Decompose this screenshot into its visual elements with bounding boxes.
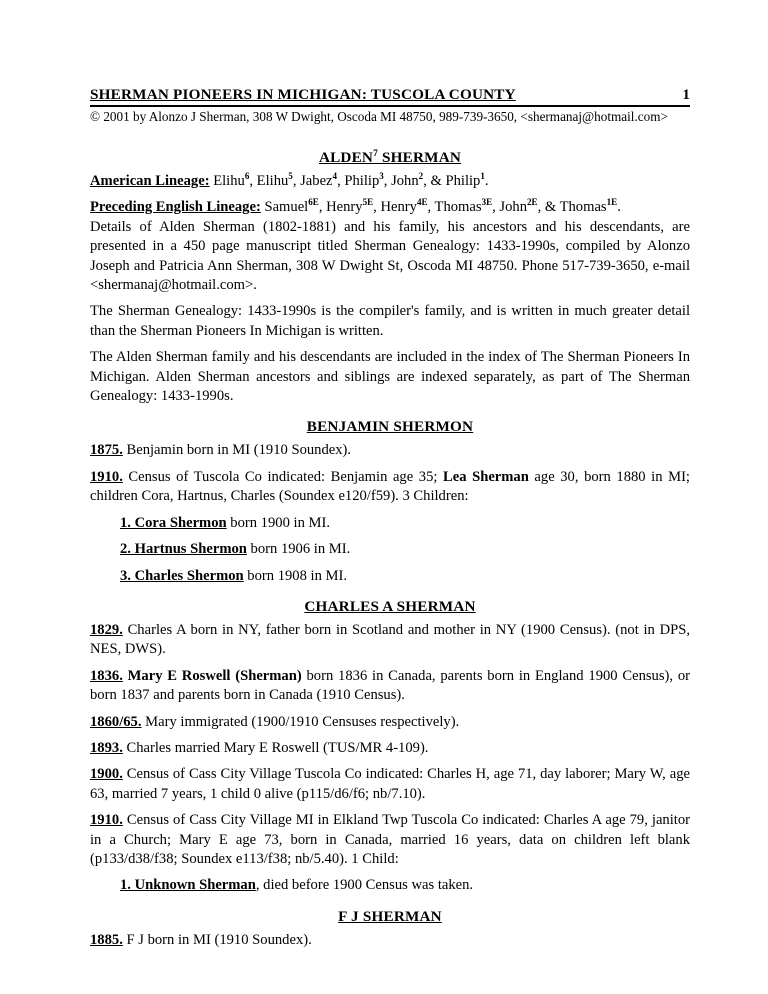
document-section: [90, 149, 690, 406]
text-run: Mary E Roswell (Sherman): [127, 667, 302, 684]
text-run: , John: [383, 173, 419, 189]
text-run: The Alden Sherman family and his descendants are included in the index of The Sherman Pioneers In Michigan. Alden Sherman ancestors and siblings are indexed separately, as part of The Sherman Genealogy: 1433-1990s.: [90, 349, 690, 405]
text-run: 3. Charles Shermon: [120, 567, 244, 584]
text-run: 1. Unknown Sherman: [120, 877, 256, 894]
section-heading: [90, 598, 690, 616]
text-run: Details of Alden Sherman (1802-1881) and his family, his ancestors and his descendants, are presented in a 450 page manuscript titled Sherman Genealogy: 1433-1990s, compiled by Alonzo Joseph and Patricia Ann Sherman, 308 W Dwight St, Oscoda MI 48750. Phone 517-739-3650, e-mail <shermanaj@hotmail.com>.: [90, 218, 690, 294]
text-run: 1875.: [90, 442, 123, 459]
superscript: 7: [373, 148, 379, 159]
text-run: Census of Cass City Village Tuscola Co indicated: Charles H, age 71, day laborer; Mary W, age 63, married 7 years, 1 child 0 alive (p115/d6/f6; nb/7.10).: [90, 766, 690, 802]
document-section: [90, 418, 690, 585]
section-heading: [90, 908, 690, 926]
paragraph: [90, 198, 690, 217]
text-run: Charles married Mary E Roswell (TUS/MR 4-109).: [122, 739, 429, 756]
text-run: CHARLES A SHERMAN: [304, 597, 476, 615]
child-entry: [90, 567, 690, 586]
document-body: [90, 149, 690, 950]
superscript: 2E: [527, 197, 538, 208]
text-run: , John: [492, 199, 527, 216]
text-run: .: [484, 173, 489, 189]
superscript: 4E: [416, 197, 428, 208]
text-run: 1910.: [90, 812, 123, 829]
child-entry: [90, 514, 690, 533]
text-run: Preceding English Lineage:: [90, 199, 261, 216]
text-run: , & Thomas: [537, 199, 607, 216]
superscript: 1: [480, 171, 485, 182]
text-run: 1. Cora Shermon: [120, 514, 227, 531]
superscript: 3E: [481, 197, 493, 208]
superscript: 5: [288, 171, 293, 182]
document-title: SHERMAN PIONEERS IN MICHIGAN: TUSCOLA COUNTY: [90, 86, 516, 103]
text-run: Charles A born in NY, father born in Scotland and mother in NY (1900 Census). (not in DPS, NES, DWS).: [90, 621, 690, 658]
text-run: Mary immigrated (1900/1910 Censuses respectively).: [141, 713, 460, 730]
text-run: Census of Cass City Village MI in Elkland Twp Tuscola Co indicated: Charles A age 79, janitor in a Church; Mary E age 73, born in Canada, married 16 years, data on children left blank (p133/d38/f38; Soundex e113/f38; nb/5.40). 1 Child:: [90, 812, 690, 867]
text-run: ALDEN: [318, 149, 374, 166]
text-run: Lea Sherman: [443, 468, 529, 485]
text-run: .: [617, 199, 621, 216]
superscript: 2: [418, 171, 424, 182]
text-run: born 1900 in MI.: [226, 514, 330, 531]
text-run: SHERMAN: [378, 149, 462, 166]
page-number: 1: [682, 86, 690, 103]
paragraph: [90, 811, 690, 869]
text-run: 1893.: [90, 739, 123, 756]
paragraph: [90, 468, 690, 507]
superscript: 1E: [606, 197, 618, 208]
superscript: 4: [332, 171, 338, 182]
paragraph: [90, 765, 690, 804]
section-heading: [90, 149, 690, 167]
text-run: , Philip: [337, 173, 380, 189]
page-header: [90, 86, 690, 107]
document-section: [90, 908, 690, 950]
document-section: [90, 598, 690, 896]
text-run: 1829.: [90, 621, 123, 638]
text-run: , Elihu: [249, 173, 289, 189]
paragraph: [90, 667, 690, 706]
text-run: Elihu: [209, 173, 245, 189]
text-run: 1860/65.: [90, 713, 142, 730]
text-run: F J SHERMAN: [338, 907, 442, 925]
superscript: 5E: [362, 197, 374, 208]
paragraph: [90, 218, 690, 296]
child-entry: [90, 876, 690, 895]
text-run: born 1836 in Canada, parents born in England 1900 Census), or born 1837 and parents born in Canada (1910 Census).: [90, 667, 690, 704]
text-run: , Henry: [318, 199, 363, 216]
text-run: 1836.: [90, 667, 123, 684]
text-run: 2. Hartnus Shermon: [120, 541, 247, 558]
paragraph: [90, 441, 690, 460]
paragraph: [90, 739, 690, 758]
child-entry: [90, 540, 690, 559]
text-run: , Thomas: [427, 199, 482, 216]
text-run: 1900.: [90, 766, 123, 783]
text-run: age 30, born 1880 in MI; children Cora, Hartnus, Charles (Soundex e120/f59). 3 Children:: [90, 468, 690, 505]
paragraph: [90, 348, 690, 406]
text-run: Samuel: [260, 199, 309, 216]
text-run: BENJAMIN SHERMON: [306, 418, 474, 436]
paragraph: [90, 621, 690, 660]
superscript: 3: [379, 171, 384, 182]
paragraph: [90, 302, 690, 341]
text-run: 1910.: [90, 468, 123, 485]
superscript: 6: [244, 171, 250, 182]
text-run: born 1908 in MI.: [243, 567, 348, 584]
text-run: , died before 1900 Census was taken.: [255, 877, 474, 894]
text-run: American Lineage:: [90, 173, 210, 189]
text-run: 1885.: [90, 931, 123, 948]
text-run: born 1906 in MI.: [246, 541, 351, 558]
text-run: F J born in MI (1910 Soundex).: [122, 931, 312, 948]
section-heading: [90, 418, 690, 436]
text-run: Census of Tuscola Co indicated: Benjamin age 35;: [122, 468, 443, 485]
paragraph: [90, 713, 690, 732]
copyright-line: © 2001 by Alonzo J Sherman, 308 W Dwight, Oscoda MI 48750, 989-739-3650, <shermanaj@hotmail.com>: [90, 109, 668, 124]
text-run: , Henry: [373, 199, 417, 216]
text-run: Benjamin born in MI (1910 Soundex).: [122, 442, 352, 459]
text-run: , Jabez: [292, 173, 333, 189]
superscript: 6E: [308, 197, 319, 208]
text-run: , & Philip: [423, 173, 481, 189]
paragraph: [90, 931, 690, 950]
paragraph: [90, 172, 690, 191]
text-run: The Sherman Genealogy: 1433-1990s is the compiler's family, and is written in much greater detail than the Sherman Pioneers In Michigan is written.: [90, 303, 690, 339]
